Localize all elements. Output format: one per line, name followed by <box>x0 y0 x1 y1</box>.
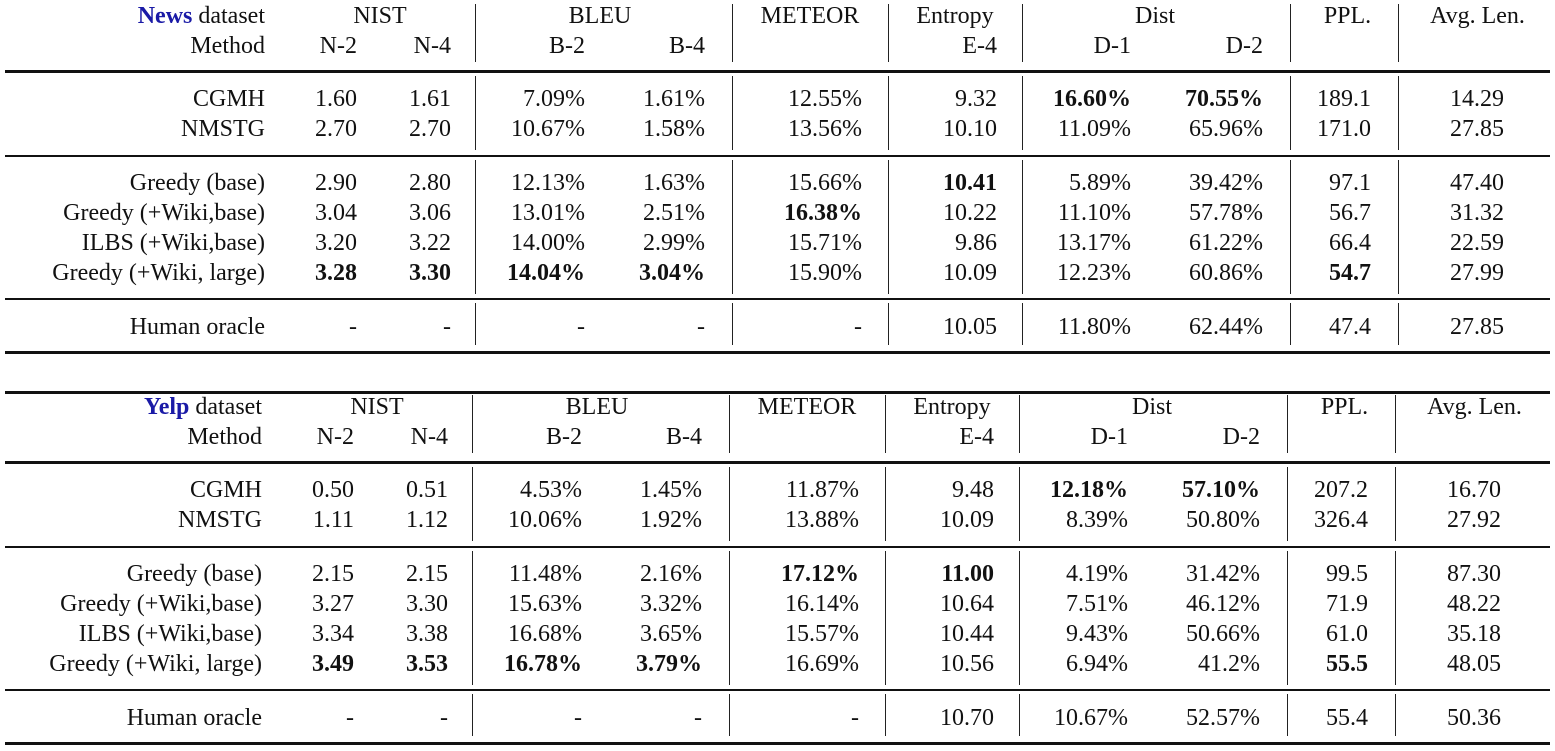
metric-value: 27.85 <box>1450 314 1504 340</box>
metric-value: 31.42% <box>1186 561 1260 587</box>
metric-value: 27.85 <box>1450 116 1504 142</box>
submetric-header: N-4 <box>413 33 451 59</box>
metric-value: 10.06% <box>508 507 582 533</box>
metric-value: 326.4 <box>1314 507 1368 533</box>
dataset-name: News <box>137 3 193 29</box>
metric-group-header: NIST <box>350 394 404 420</box>
metric-value: 65.96% <box>1189 116 1263 142</box>
metric-value: 10.67% <box>511 116 585 142</box>
metric-value: 3.30 <box>406 591 448 617</box>
metric-value: 50.36 <box>1447 705 1501 731</box>
metric-value: 3.53 <box>406 651 448 677</box>
header-row-groups <box>0 1 1555 31</box>
submetric-header: D-2 <box>1222 424 1260 450</box>
submetric-header: B-4 <box>669 33 705 59</box>
metric-value: 2.99% <box>643 230 705 256</box>
results-table-yelp <box>0 391 1555 751</box>
metric-value: - <box>851 705 859 731</box>
metric-value: 1.12 <box>406 507 448 533</box>
table-row <box>0 168 1555 198</box>
metric-value: 16.68% <box>508 621 582 647</box>
metric-value: 35.18 <box>1447 621 1501 647</box>
metric-value: 15.90% <box>788 260 862 286</box>
metric-value: 3.27 <box>312 591 354 617</box>
metric-value: 71.9 <box>1326 591 1368 617</box>
table-rule <box>5 298 1550 300</box>
metric-group-header: Avg. Len. <box>1430 3 1525 29</box>
metric-value: 1.61 <box>409 86 451 112</box>
metric-value: 10.09 <box>943 260 997 286</box>
metric-value: 15.57% <box>785 621 859 647</box>
metric-value: 1.45% <box>640 477 702 503</box>
table-rule <box>5 70 1550 73</box>
metric-value: 2.15 <box>406 561 448 587</box>
metric-value: 4.53% <box>520 477 582 503</box>
header-row-submetrics <box>0 31 1555 61</box>
metric-value: 60.86% <box>1189 260 1263 286</box>
metric-value: - <box>854 314 862 340</box>
table-row <box>0 258 1555 288</box>
table-row <box>0 475 1555 505</box>
table-row <box>0 312 1555 342</box>
metric-value: 12.13% <box>511 170 585 196</box>
table-rule <box>5 351 1550 354</box>
dataset-label <box>138 1 265 31</box>
metric-value: 54.7 <box>1329 260 1371 286</box>
metric-value: 2.15 <box>312 561 354 587</box>
metric-value: 9.43% <box>1066 621 1128 647</box>
metric-value: 189.1 <box>1317 86 1371 112</box>
header-row-submetrics <box>0 422 1555 452</box>
metric-value: 10.70 <box>940 705 994 731</box>
metric-value: 3.22 <box>409 230 451 256</box>
metric-group-header: METEOR <box>760 3 860 29</box>
metric-value: 10.56 <box>940 651 994 677</box>
metric-value: 3.38 <box>406 621 448 647</box>
dataset-suffix: dataset <box>189 394 262 420</box>
method-name: Greedy (+Wiki,base) <box>63 200 265 226</box>
metric-value: - <box>694 705 702 731</box>
metric-value: 15.63% <box>508 591 582 617</box>
metric-value: - <box>443 314 451 340</box>
metric-value: 12.55% <box>788 86 862 112</box>
submetric-header: D-2 <box>1225 33 1263 59</box>
metric-value: 66.4 <box>1329 230 1371 256</box>
method-name: Greedy (+Wiki, large) <box>52 260 265 286</box>
method-name: Greedy (+Wiki, large) <box>49 651 262 677</box>
metric-value: 16.14% <box>785 591 859 617</box>
metric-value: 11.87% <box>785 477 859 503</box>
metric-value: 3.04% <box>639 260 705 286</box>
metric-value: 7.09% <box>523 86 585 112</box>
table-rule <box>5 689 1550 691</box>
metric-value: 11.09% <box>1057 116 1131 142</box>
metric-value: 57.10% <box>1182 477 1260 503</box>
table-row <box>0 589 1555 619</box>
metric-value: 3.06 <box>409 200 451 226</box>
table-row <box>0 649 1555 679</box>
submetric-header: E-4 <box>962 33 997 59</box>
metric-value: 99.5 <box>1326 561 1368 587</box>
metric-value: 11.10% <box>1057 200 1131 226</box>
metric-value: 47.40 <box>1450 170 1504 196</box>
metric-value: 16.60% <box>1053 86 1131 112</box>
metric-value: 0.51 <box>406 477 448 503</box>
metric-value: 56.7 <box>1329 200 1371 226</box>
metric-value: 3.65% <box>640 621 702 647</box>
metric-group-header: Avg. Len. <box>1427 394 1522 420</box>
submetric-header: N-4 <box>410 424 448 450</box>
submetric-header: E-4 <box>959 424 994 450</box>
metric-value: 48.05 <box>1447 651 1501 677</box>
method-column-header: Method <box>190 33 265 59</box>
metric-value: 10.41 <box>943 170 997 196</box>
method-name: ILBS (+Wiki,base) <box>81 230 265 256</box>
method-column-header: Method <box>187 424 262 450</box>
metric-value: - <box>346 705 354 731</box>
metric-value: 17.12% <box>781 561 859 587</box>
table-row <box>0 619 1555 649</box>
metric-value: 10.09 <box>940 507 994 533</box>
method-name: Greedy (base) <box>126 561 262 587</box>
metric-value: 48.22 <box>1447 591 1501 617</box>
metric-group-header: Entropy <box>916 3 994 29</box>
submetric-header: B-4 <box>666 424 702 450</box>
metric-value: 10.67% <box>1054 705 1128 731</box>
metric-value: 13.88% <box>785 507 859 533</box>
metric-value: 15.71% <box>788 230 862 256</box>
metric-value: 207.2 <box>1314 477 1368 503</box>
metric-value: 16.78% <box>504 651 582 677</box>
metric-value: 41.2% <box>1198 651 1260 677</box>
metric-value: 55.4 <box>1326 705 1368 731</box>
metric-value: 2.16% <box>640 561 702 587</box>
dataset-label <box>144 392 262 422</box>
metric-value: 3.30 <box>409 260 451 286</box>
table-row <box>0 505 1555 535</box>
metric-value: 39.42% <box>1189 170 1263 196</box>
metric-group-header: NIST <box>353 3 407 29</box>
metric-value: 13.56% <box>788 116 862 142</box>
metric-value: 1.92% <box>640 507 702 533</box>
submetric-header: N-2 <box>319 33 357 59</box>
metric-value: 15.66% <box>788 170 862 196</box>
metric-value: 5.89% <box>1069 170 1131 196</box>
metric-value: 61.0 <box>1326 621 1368 647</box>
submetric-header: N-2 <box>316 424 354 450</box>
method-name: NMSTG <box>177 507 262 533</box>
table-rule <box>5 461 1550 464</box>
metric-value: 27.99 <box>1450 260 1504 286</box>
metric-value: 4.19% <box>1066 561 1128 587</box>
metric-value: - <box>440 705 448 731</box>
metric-value: 0.50 <box>312 477 354 503</box>
metric-value: 9.86 <box>955 230 997 256</box>
metric-value: 16.69% <box>785 651 859 677</box>
metric-value: 10.44 <box>940 621 994 647</box>
table-row <box>0 228 1555 258</box>
table-rule <box>5 155 1550 157</box>
metric-group-header: METEOR <box>757 394 857 420</box>
method-name: NMSTG <box>180 116 265 142</box>
table-row <box>0 84 1555 114</box>
metric-value: 13.01% <box>511 200 585 226</box>
metric-value: 70.55% <box>1185 86 1263 112</box>
metric-group-header: PPL. <box>1323 3 1372 29</box>
metric-value: 22.59 <box>1450 230 1504 256</box>
metric-group-header: Dist <box>1134 3 1175 29</box>
method-name: CGMH <box>189 477 262 503</box>
table-rule <box>5 742 1550 745</box>
metric-value: 50.66% <box>1186 621 1260 647</box>
metric-value: 97.1 <box>1329 170 1371 196</box>
metric-value: 1.11 <box>312 507 354 533</box>
method-name: Human oracle <box>126 705 262 731</box>
metric-value: 3.28 <box>315 260 357 286</box>
metric-value: 57.78% <box>1189 200 1263 226</box>
submetric-header: D-1 <box>1090 424 1128 450</box>
table-row <box>0 198 1555 228</box>
metric-value: 11.80% <box>1057 314 1131 340</box>
metric-value: 6.94% <box>1066 651 1128 677</box>
results-table-news <box>0 0 1555 360</box>
metric-value: 1.61% <box>643 86 705 112</box>
metric-value: 52.57% <box>1186 705 1260 731</box>
method-name: Greedy (base) <box>129 170 265 196</box>
method-name: ILBS (+Wiki,base) <box>78 621 262 647</box>
dataset-name: Yelp <box>144 394 190 420</box>
metric-value: 8.39% <box>1066 507 1128 533</box>
metric-group-header: Entropy <box>913 394 991 420</box>
metric-value: 3.20 <box>315 230 357 256</box>
metric-value: - <box>349 314 357 340</box>
metric-value: 14.29 <box>1450 86 1504 112</box>
submetric-header: B-2 <box>549 33 585 59</box>
table-row <box>0 559 1555 589</box>
metric-value: 50.80% <box>1186 507 1260 533</box>
metric-value: 13.17% <box>1057 230 1131 256</box>
metric-value: 11.00 <box>941 561 994 587</box>
metric-value: 31.32 <box>1450 200 1504 226</box>
metric-group-header: PPL. <box>1320 394 1369 420</box>
metric-value: 3.04 <box>315 200 357 226</box>
metric-value: 12.18% <box>1050 477 1128 503</box>
metric-value: 62.44% <box>1189 314 1263 340</box>
metric-value: 2.90 <box>315 170 357 196</box>
metric-value: 9.32 <box>955 86 997 112</box>
submetric-header: B-2 <box>546 424 582 450</box>
metric-value: 171.0 <box>1317 116 1371 142</box>
metric-value: 11.48% <box>508 561 582 587</box>
metric-value: 1.63% <box>643 170 705 196</box>
metric-value: 14.00% <box>511 230 585 256</box>
table-rule <box>5 546 1550 548</box>
metric-value: 1.60 <box>315 86 357 112</box>
metric-value: 10.10 <box>943 116 997 142</box>
metric-value: 14.04% <box>507 260 585 286</box>
metric-value: 87.30 <box>1447 561 1501 587</box>
metric-value: 2.70 <box>409 116 451 142</box>
metric-value: 47.4 <box>1329 314 1371 340</box>
metric-value: 10.22 <box>943 200 997 226</box>
dataset-suffix: dataset <box>192 3 265 29</box>
metric-value: - <box>697 314 705 340</box>
metric-value: 61.22% <box>1189 230 1263 256</box>
table-row <box>0 703 1555 733</box>
metric-value: 10.64 <box>940 591 994 617</box>
metric-value: 46.12% <box>1186 591 1260 617</box>
method-name: Human oracle <box>129 314 265 340</box>
metric-group-header: Dist <box>1131 394 1172 420</box>
metric-value: 55.5 <box>1326 651 1368 677</box>
metric-group-header: BLEU <box>565 394 629 420</box>
metric-value: 7.51% <box>1066 591 1128 617</box>
table-row <box>0 114 1555 144</box>
metric-value: - <box>577 314 585 340</box>
metric-value: 3.32% <box>640 591 702 617</box>
metric-group-header: BLEU <box>568 3 632 29</box>
header-row-groups <box>0 392 1555 422</box>
metric-value: 3.34 <box>312 621 354 647</box>
method-name: CGMH <box>192 86 265 112</box>
metric-value: 3.79% <box>636 651 702 677</box>
metric-value: 2.51% <box>643 200 705 226</box>
metric-value: 3.49 <box>312 651 354 677</box>
metric-value: 10.05 <box>943 314 997 340</box>
metric-value: 2.80 <box>409 170 451 196</box>
method-name: Greedy (+Wiki,base) <box>60 591 262 617</box>
metric-value: 16.70 <box>1447 477 1501 503</box>
metric-value: 1.58% <box>643 116 705 142</box>
metric-value: 9.48 <box>952 477 994 503</box>
metric-value: - <box>574 705 582 731</box>
metric-value: 16.38% <box>784 200 862 226</box>
metric-value: 12.23% <box>1057 260 1131 286</box>
submetric-header: D-1 <box>1093 33 1131 59</box>
metric-value: 27.92 <box>1447 507 1501 533</box>
metric-value: 2.70 <box>315 116 357 142</box>
